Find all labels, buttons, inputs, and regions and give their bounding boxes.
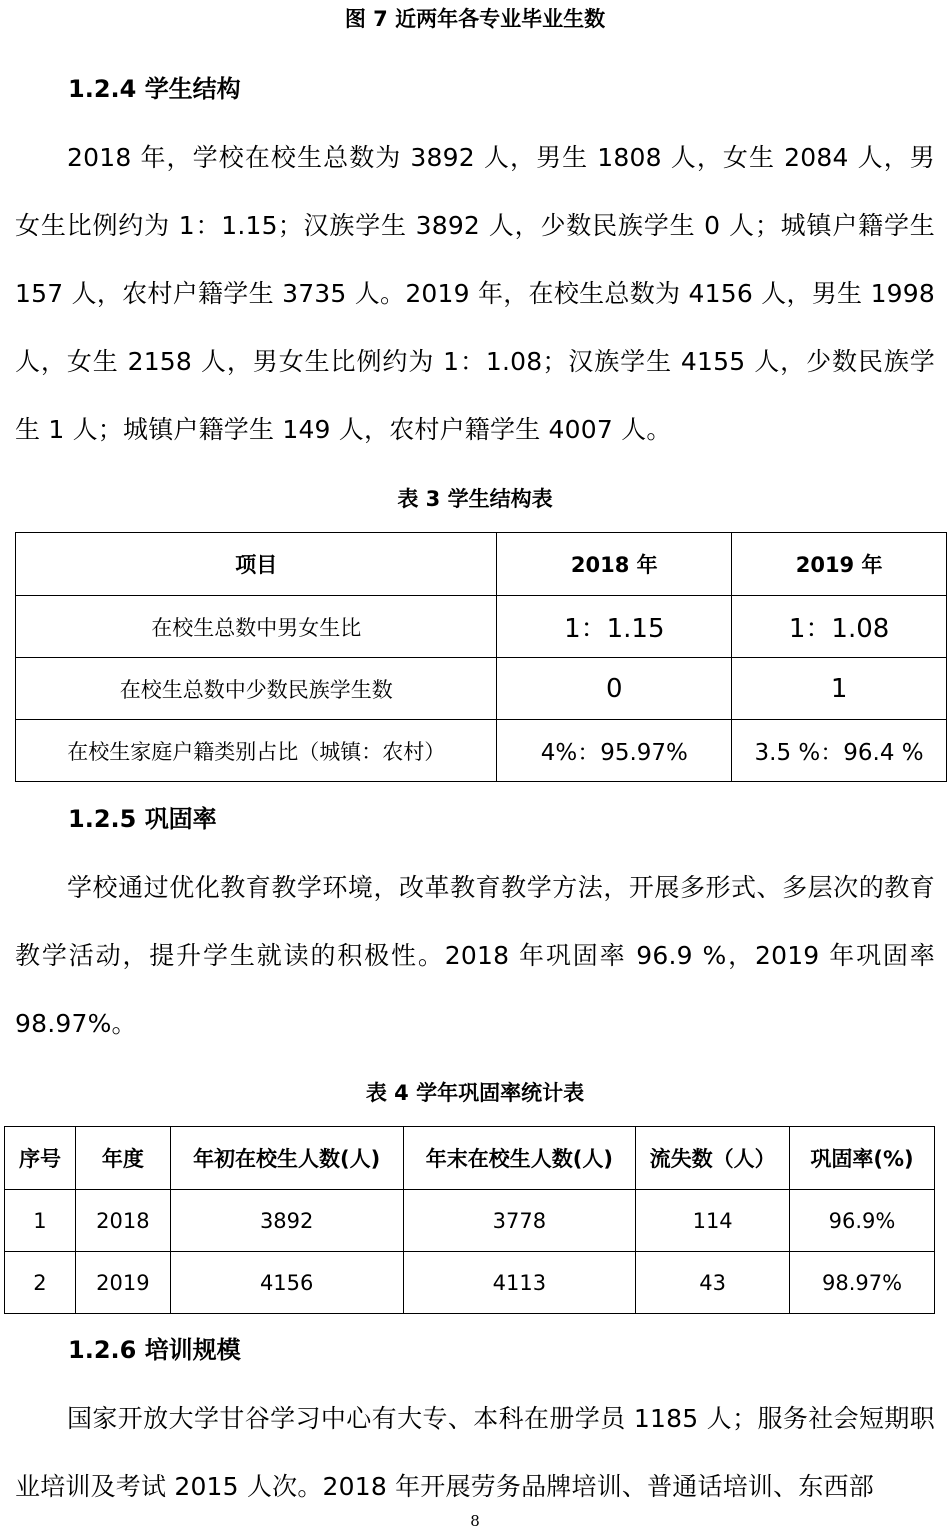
table-cell: 3892 [170, 1190, 403, 1252]
table-cell: 2018 [75, 1190, 170, 1252]
header-cell: 年末在校生人数(人) [403, 1127, 636, 1190]
section-1-2-5-paragraph: 学校通过优化教育教学环境，改革教育教学方法，开展多形式、多层次的教育教学活动，提升学生就读的积极性。2018 年巩固率 96.9 %，2019 年巩固率 98.97%。 [15, 873, 935, 1038]
table-cell: 0 [497, 658, 732, 720]
table-cell: 4%：95.97% [497, 720, 732, 782]
table-cell: 114 [636, 1190, 790, 1252]
table-row [16, 720, 947, 782]
section-1-2-4-heading: 1.2.4 学生结构 [68, 75, 241, 103]
table-cell: 在校生总数中男女生比 [16, 596, 497, 658]
table-cell: 43 [636, 1252, 790, 1314]
table-row [16, 658, 947, 720]
section-1-2-5-heading: 1.2.5 巩固率 [68, 805, 217, 833]
table-4-caption: 表 4 学年巩固率统计表 [365, 1081, 585, 1105]
header-cell: 流失数（人） [636, 1127, 790, 1190]
table-cell: 2 [5, 1252, 76, 1314]
table-row [16, 596, 947, 658]
table-cell: 2019 [75, 1252, 170, 1314]
table-cell: 4113 [403, 1252, 636, 1314]
header-cell: 年度 [75, 1127, 170, 1190]
section-1-2-6-paragraph: 国家开放大学甘谷学习中心有大专、本科在册学员 1185 人；服务社会短期职业培训及考试 2015 人次。2018 年开展劳务品牌培训、普通话培训、东西部 [15, 1404, 935, 1501]
table-cell: 1：1.08 [732, 596, 947, 658]
section-1-2-4-paragraph: 2018 年，学校在校生总数为 3892 人，男生 1808 人，女生 2084 人，男女生比例约为 1：1.15；汉族学生 3892 人，少数民族学生 0 人；城镇户籍学生 157 人，农村户籍学生 3735 人。2019 年，在校生总数为 4156 人，男生 1998 人，女生 2158 人，男女生比例约为 1：1.08；汉族学生 4155 人，少数民族学生 1 人；城镇户籍学生 149 人，农村户籍学生 4007 人。 [15, 143, 935, 444]
table-row [5, 1190, 935, 1252]
figure-7-caption: 图 7 近两年各专业毕业生数 [344, 7, 606, 31]
student-structure-table [15, 532, 947, 782]
header-cell: 年初在校生人数(人) [170, 1127, 403, 1190]
header-cell: 2019 年 [732, 533, 947, 596]
section-1-2-6-heading: 1.2.6 培训规模 [68, 1336, 241, 1364]
table-cell: 1：1.15 [497, 596, 732, 658]
header-cell: 项目 [16, 533, 497, 596]
table-cell: 在校生家庭户籍类别占比（城镇：农村） [16, 720, 497, 782]
retention-rate-table [4, 1126, 935, 1314]
table-cell: 98.97% [790, 1252, 935, 1314]
table-cell: 在校生总数中少数民族学生数 [16, 658, 497, 720]
table-cell: 3778 [403, 1190, 636, 1252]
table-header-row [5, 1127, 935, 1190]
header-cell: 2018 年 [497, 533, 732, 596]
table-cell: 96.9% [790, 1190, 935, 1252]
table-header-row [16, 533, 947, 596]
header-cell: 巩固率(%) [790, 1127, 935, 1190]
table-3-caption: 表 3 学生结构表 [397, 487, 553, 511]
page-number: 8 [470, 1512, 480, 1530]
header-cell: 序号 [5, 1127, 76, 1190]
table-row [5, 1252, 935, 1314]
table-cell: 3.5 %：96.4 % [732, 720, 947, 782]
table-cell: 1 [732, 658, 947, 720]
table-cell: 4156 [170, 1252, 403, 1314]
table-cell: 1 [5, 1190, 76, 1252]
